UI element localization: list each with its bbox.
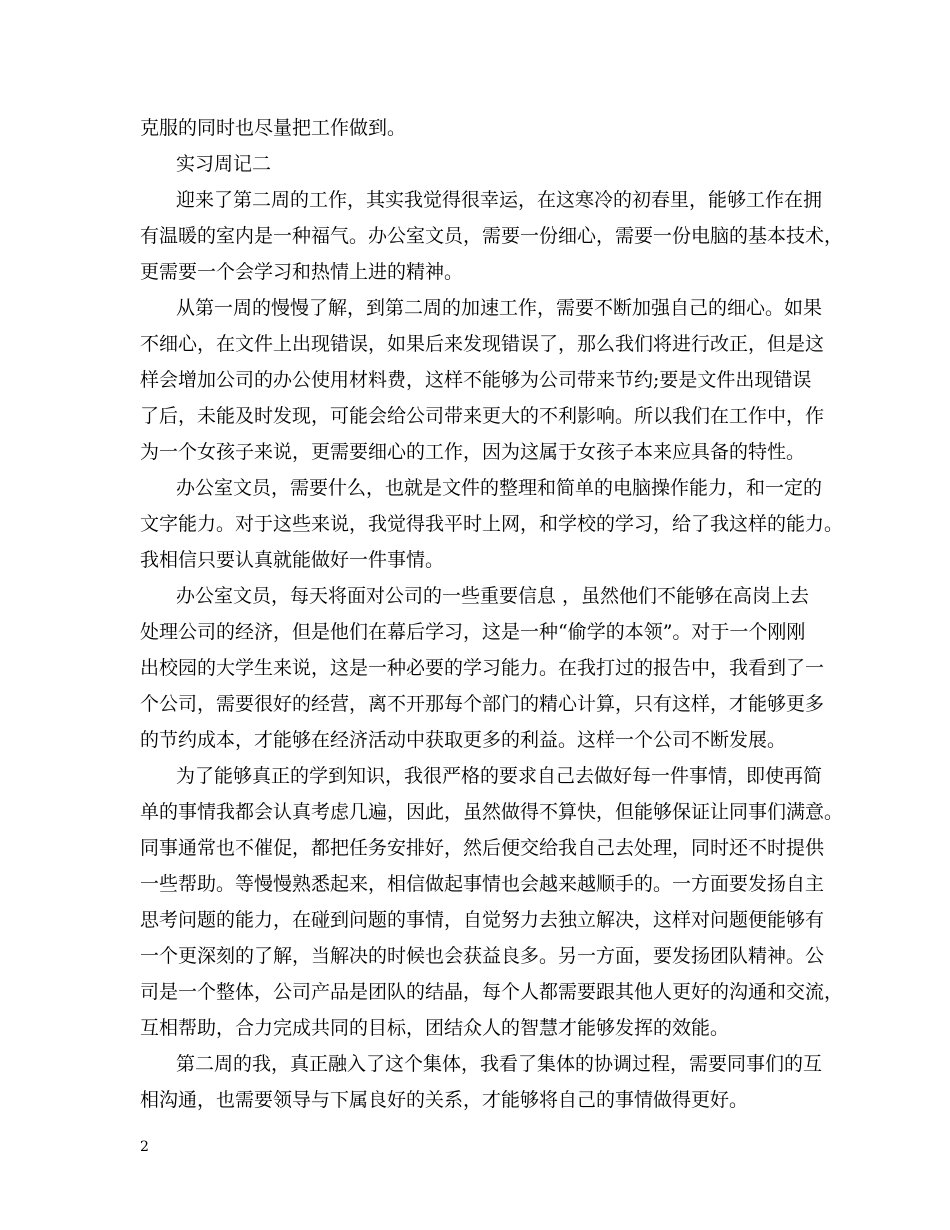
- text-line: 一些帮助。等慢慢熟悉起来，相信做起事情也会越来越顺手的。一方面要发扬自主: [140, 873, 825, 895]
- text-line: 办公室文员，需要什么，也就是文件的整理和简单的电脑操作能力，和一定的: [176, 477, 823, 499]
- text-line: 从第一周的慢慢了解，到第二周的加速工作，需要不断加强自己的细心。如果: [176, 297, 823, 319]
- text-line: 克服的同时也尽量把工作做到。: [140, 117, 407, 139]
- text-line: 司是一个整体，公司产品是团队的结晶，每个人都需要跟其他人更好的沟通和交流，: [140, 981, 844, 1003]
- text-line: 更需要一个会学习和热情上进的精神。: [140, 261, 464, 283]
- text-line: 我相信只要认真就能做好一件事情。: [140, 549, 445, 571]
- text-line: 思考问题的能力，在碰到问题的事情，自觉努力去独立解决，这样对问题便能够有: [140, 909, 825, 931]
- text-line: 的节约成本，才能够在经济活动中获取更多的利益。这样一个公司不断发展。: [140, 729, 787, 751]
- text-line: 同事通常也不催促，都把任务安排好，然后便交给我自己去处理，同时还不时提供: [140, 837, 825, 859]
- text-line: 出校园的大学生来说，这是一种必要的学习能力。在我打过的报告中，我看到了一: [140, 657, 825, 679]
- text-line: 样会增加公司的办公使用材料费，这样不能够为公司带来节约;要是文件出现错误: [140, 369, 812, 391]
- text-line: 处理公司的经济，但是他们在幕后学习，这是一种“偷学的本领”。对于一个刚刚: [140, 621, 806, 643]
- text-line: 文字能力。对于这些来说，我觉得我平时上网，和学校的学习，给了我这样的能力。: [140, 513, 844, 535]
- text-line: 一个更深刻的了解，当解决的时候也会获益良多。另一方面，要发扬团队精神。公: [140, 945, 825, 967]
- text-line: 不细心，在文件上出现错误，如果后来发现错误了，那么我们将进行改正，但是这: [140, 333, 825, 355]
- text-line: 迎来了第二周的工作，其实我觉得很幸运，在这寒冷的初春里，能够工作在拥: [176, 189, 823, 211]
- text-line: 个公司，需要很好的经营，离不开那每个部门的精心计算，只有这样，才能够更多: [140, 693, 825, 715]
- page-number: 2: [140, 1139, 149, 1155]
- text-line: 有温暖的室内是一种福气。办公室文员，需要一份细心，需要一份电脑的基本技术，: [140, 225, 844, 247]
- text-line: 为一个女孩子来说，更需要细心的工作，因为这属于女孩子本来应具备的特性。: [140, 441, 806, 463]
- text-line: 相沟通，也需要领导与下属良好的关系，才能够将自己的事情做得更好。: [140, 1089, 749, 1111]
- text-line: 单的事情我都会认真考虑几遍，因此，虽然做得不算快，但能够保证让同事们满意。: [140, 801, 844, 823]
- text-line: 为了能够真正的学到知识，我很严格的要求自己去做好每一件事情，即使再简: [176, 765, 823, 787]
- text-line: 第二周的我，真正融入了这个集体，我看了集体的协调过程，需要同事们的互: [176, 1053, 823, 1075]
- text-line: 互相帮助，合力完成共同的目标，团结众人的智慧才能够发挥的效能。: [140, 1017, 730, 1039]
- section-heading: 实习周记二: [176, 153, 272, 175]
- text-line: 了后，未能及时发现，可能会给公司带来更大的不利影响。所以我们在工作中，作: [140, 405, 825, 427]
- text-line: 办公室文员，每天将面对公司的一些重要信息 ，虽然他们不能够在高岗上去: [176, 585, 810, 607]
